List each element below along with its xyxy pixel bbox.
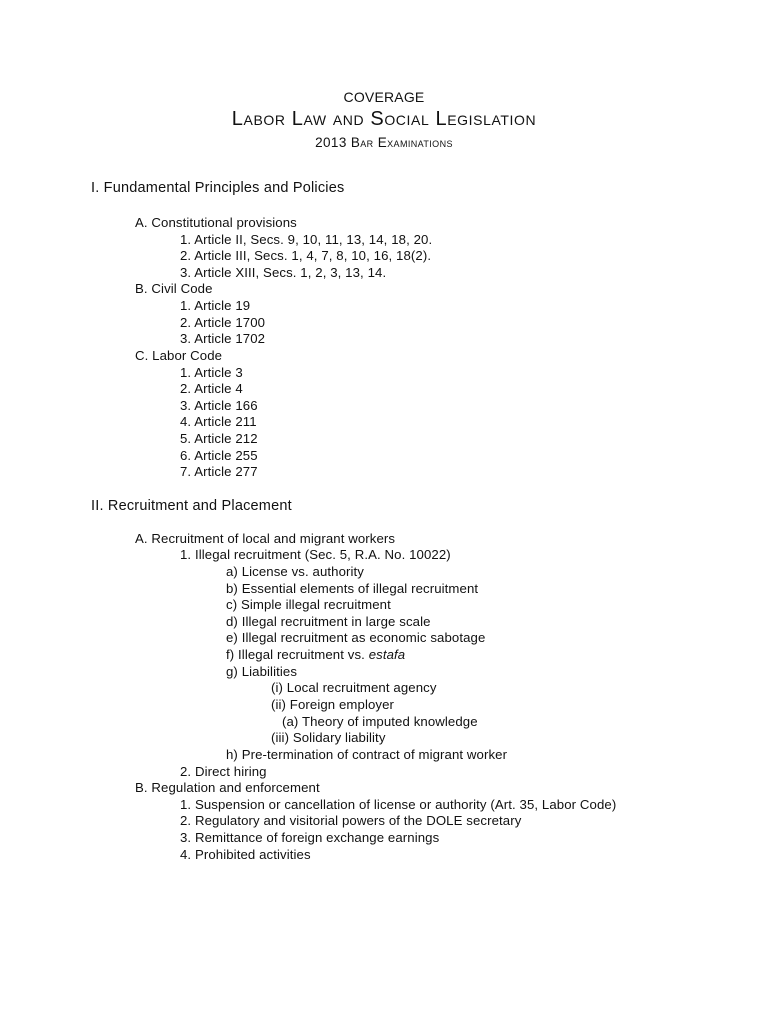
outline-item: 2. Regulatory and visitorial powers of the DOLE secretary	[180, 813, 522, 828]
outline-item: A. Recruitment of local and migrant workers	[135, 531, 396, 546]
outline-item: A. Constitutional provisions	[135, 215, 297, 230]
outline-item: c) Simple illegal recruitment	[226, 597, 391, 612]
outline-item-italic-term: estafa	[368, 647, 406, 662]
outline-item: B. Regulation and enforcement	[135, 780, 320, 795]
outline-item: 1. Article 19	[180, 298, 251, 313]
outline-item: a) License vs. authority	[226, 564, 365, 579]
outline-item: 3. Remittance of foreign exchange earnings	[180, 830, 440, 845]
outline-item: (a) Theory of imputed knowledge	[282, 714, 478, 729]
outline-item: (i) Local recruitment agency	[271, 680, 437, 695]
outline-item: 6. Article 255	[180, 448, 258, 463]
document-title: Labor Law and Social Legislation	[231, 108, 537, 130]
outline-item: C. Labor Code	[135, 348, 223, 363]
outline-item: 3. Article 166	[180, 398, 258, 413]
outline-item-text: f) Illegal recruitment vs.	[226, 647, 369, 662]
coverage-label: COVERAGE	[343, 89, 425, 105]
outline-item: e) Illegal recruitment as economic sabotage	[226, 630, 486, 645]
outline-item: 5. Article 212	[180, 431, 258, 446]
outline-item: d) Illegal recruitment in large scale	[226, 614, 431, 629]
outline-item: 2. Article 4	[180, 381, 243, 396]
outline-item: g) Liabilities	[226, 664, 298, 679]
document-subtitle: 2013 Bar Examinations	[315, 135, 453, 150]
outline-item: 4. Article 211	[180, 414, 257, 429]
outline-item: 1. Article 3	[180, 365, 243, 380]
outline-item: (ii) Foreign employer	[271, 697, 395, 712]
section-heading-2: II. Recruitment and Placement	[91, 498, 292, 514]
outline-item: (iii) Solidary liability	[271, 730, 386, 745]
outline-item: 1. Suspension or cancellation of license or authority (Art. 35, Labor Code)	[180, 797, 617, 812]
outline-item	[226, 647, 405, 662]
outline-item: 1. Illegal recruitment (Sec. 5, R.A. No. 10022)	[180, 547, 451, 562]
section-heading-1: I. Fundamental Principles and Policies	[91, 180, 345, 196]
outline-item: 4. Prohibited activities	[180, 847, 311, 862]
outline-item: B. Civil Code	[135, 281, 213, 296]
outline-item: 3. Article XIII, Secs. 1, 2, 3, 13, 14.	[180, 265, 387, 280]
outline-item: 2. Article III, Secs. 1, 4, 7, 8, 10, 16, 18(2).	[180, 248, 432, 263]
outline-item: 2. Direct hiring	[180, 764, 267, 779]
outline-item: 2. Article 1700	[180, 315, 266, 330]
outline-item: 1. Article II, Secs. 9, 10, 11, 13, 14, 18, 20.	[180, 232, 433, 247]
outline-item: b) Essential elements of illegal recruitment	[226, 581, 479, 596]
outline-item: h) Pre-termination of contract of migrant worker	[226, 747, 508, 762]
outline-item: 3. Article 1702	[180, 331, 266, 346]
outline-item: 7. Article 277	[180, 464, 258, 479]
